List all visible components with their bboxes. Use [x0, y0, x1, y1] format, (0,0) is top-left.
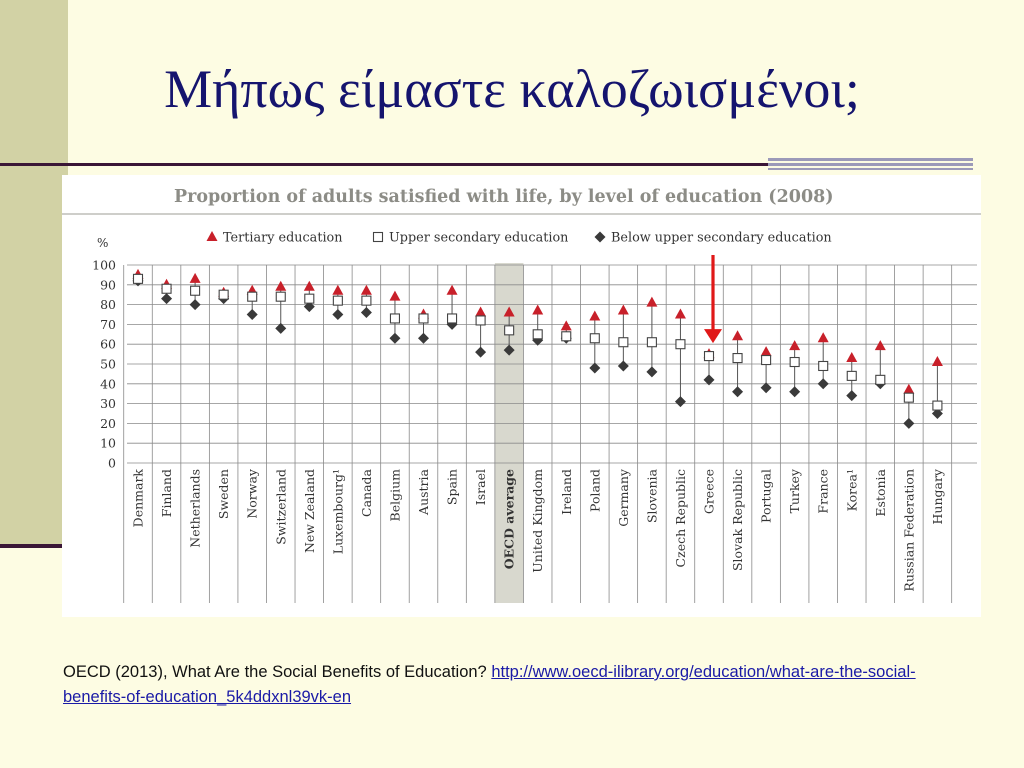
square-point — [162, 284, 171, 293]
annotation-arrow-head — [704, 329, 722, 343]
square-point — [904, 393, 913, 402]
y-axis-unit: % — [97, 236, 109, 250]
square-point — [134, 274, 143, 283]
triangle-point — [275, 281, 286, 291]
triangle-point — [475, 307, 486, 317]
y-tick-label: 20 — [100, 415, 116, 431]
category-label: Finland — [159, 469, 175, 518]
triangle-point — [618, 305, 629, 315]
category-label: Norway — [244, 469, 260, 519]
category-label: Turkey — [787, 469, 803, 514]
source-link[interactable]: http://www.oecd-ilibrary.org/education/what-are-the-social-benefits-of-education_5k4ddxnl39vk-en — [63, 663, 916, 706]
y-tick-label: 40 — [100, 376, 116, 392]
triangle-point — [903, 384, 914, 394]
triangle-point — [732, 330, 743, 340]
category-label: Estonia — [872, 469, 888, 517]
title-divider-accent — [768, 158, 973, 170]
legend-label: Upper secondary education — [389, 230, 569, 246]
legend-label: Below upper secondary education — [611, 230, 832, 246]
category-label: Switzerland — [273, 469, 289, 545]
category-label: France — [815, 469, 831, 514]
category-label: Sweden — [216, 469, 232, 520]
triangle-point — [361, 285, 372, 295]
category-label: Germany — [615, 469, 631, 527]
y-tick-label: 60 — [100, 336, 116, 352]
triangle-point — [304, 281, 315, 291]
category-label: Austria — [416, 469, 431, 515]
square-point — [819, 361, 828, 370]
square-point — [419, 314, 428, 323]
diamond-point — [190, 299, 201, 310]
square-point — [448, 314, 457, 323]
diamond-point — [618, 360, 629, 371]
square-point — [362, 296, 371, 305]
square-point — [191, 286, 200, 295]
triangle-point — [875, 340, 886, 350]
diamond-point — [675, 396, 686, 407]
caption-text: OECD (2013), What Are the Social Benefits of Education? — [63, 663, 492, 681]
legend-marker-diamond — [595, 232, 606, 243]
diamond-point — [732, 386, 743, 397]
diamond-point — [247, 309, 258, 320]
square-point — [533, 330, 542, 339]
triangle-point — [561, 320, 572, 330]
diamond-point — [789, 386, 800, 397]
triangle-point — [646, 297, 657, 307]
triangle-point — [332, 285, 343, 295]
square-point — [933, 401, 942, 410]
diamond-point — [903, 418, 914, 429]
triangle-point — [932, 356, 943, 366]
square-point — [305, 294, 314, 303]
triangle-point — [846, 352, 857, 362]
category-label: United Kingdom — [530, 469, 546, 573]
category-label: Denmark — [130, 469, 146, 528]
triangle-point — [761, 346, 772, 356]
triangle-point — [818, 332, 829, 342]
legend-marker-triangle — [207, 231, 218, 241]
square-point — [619, 338, 628, 347]
square-point — [476, 316, 485, 325]
life-satisfaction-chart — [62, 175, 981, 617]
square-point — [676, 340, 685, 349]
triangle-point — [190, 273, 201, 283]
square-point — [276, 292, 285, 301]
legend-marker-square — [374, 233, 383, 242]
slide-title: Μήπως είμαστε καλοζωισμένοι; — [164, 59, 860, 119]
category-label: Portugal — [758, 469, 774, 523]
triangle-point — [589, 310, 600, 320]
y-tick-label: 30 — [100, 396, 116, 412]
square-point — [390, 314, 399, 323]
triangle-point — [789, 340, 800, 350]
category-label: Poland — [587, 469, 603, 512]
chart-title: Proportion of adults satisfied with life, by level of education (2008) — [174, 187, 834, 207]
y-tick-label: 100 — [92, 257, 116, 273]
triangle-point — [675, 309, 686, 319]
category-label: Ireland — [558, 469, 574, 515]
source-caption — [63, 660, 963, 710]
square-point — [248, 292, 257, 301]
diamond-point — [332, 309, 343, 320]
category-label: OECD average — [501, 469, 517, 570]
square-point — [705, 352, 714, 361]
diamond-point — [389, 333, 400, 344]
y-tick-label: 0 — [108, 455, 116, 471]
category-label: New Zealand — [301, 469, 317, 554]
diamond-point — [361, 307, 372, 318]
y-tick-label: 90 — [100, 277, 116, 293]
category-label: Slovak Republic — [730, 469, 746, 572]
category-label: Slovenia — [644, 469, 660, 524]
category-label: Spain — [444, 469, 460, 506]
triangle-point — [447, 285, 458, 295]
square-point — [562, 332, 571, 341]
square-point — [733, 354, 742, 363]
y-tick-label: 10 — [100, 435, 116, 451]
y-tick-label: 50 — [100, 356, 116, 372]
square-point — [219, 290, 228, 299]
category-label: Korea¹ — [844, 469, 860, 512]
diamond-point — [846, 390, 857, 401]
y-tick-label: 70 — [100, 316, 116, 332]
category-label: Hungary — [929, 469, 945, 525]
diamond-point — [818, 378, 829, 389]
category-label: Czech Republic — [672, 469, 688, 568]
square-point — [876, 375, 885, 384]
square-point — [505, 326, 514, 335]
triangle-point — [389, 291, 400, 301]
left-band-rule — [0, 544, 68, 548]
square-point — [762, 356, 771, 365]
chart-panel — [62, 175, 981, 617]
category-label: Belgium — [387, 469, 403, 522]
legend-label: Tertiary education — [223, 230, 343, 246]
y-tick-label: 80 — [100, 297, 116, 313]
square-point — [847, 371, 856, 380]
category-label: Luxembourg¹ — [330, 469, 346, 555]
square-point — [333, 296, 342, 305]
category-label: Greece — [701, 469, 717, 515]
square-point — [647, 338, 656, 347]
category-label: Israel — [473, 469, 489, 506]
category-label: Canada — [358, 469, 374, 517]
category-label: Russian Federation — [901, 469, 917, 592]
title-divider — [0, 163, 770, 166]
diamond-point — [418, 333, 429, 344]
triangle-point — [532, 305, 543, 315]
diamond-point — [646, 366, 657, 377]
diamond-point — [475, 347, 486, 358]
diamond-point — [161, 293, 172, 304]
category-label: Netherlands — [187, 469, 203, 548]
square-point — [790, 358, 799, 367]
square-point — [590, 334, 599, 343]
